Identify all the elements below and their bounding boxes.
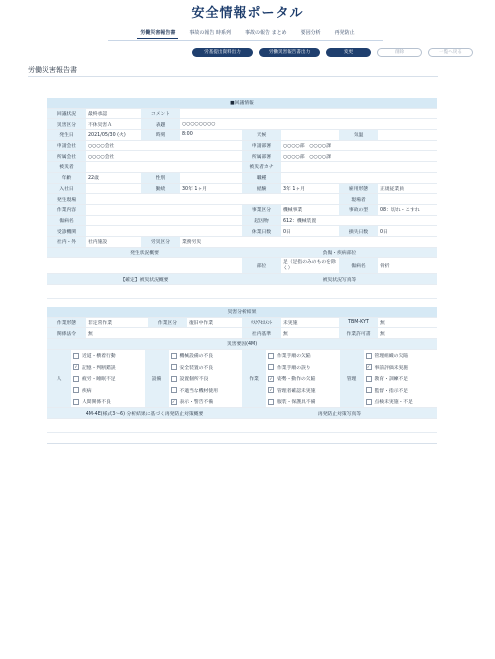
cause-item[interactable]: ✓ 表示・警告不備 <box>171 398 214 405</box>
cause-item[interactable]: 監督・指示不足 <box>364 384 411 396</box>
label-applicant-dept: 申請部署 <box>242 141 281 151</box>
section-head-injury: 負傷・疾病部位 <box>242 248 437 258</box>
cause-item[interactable]: ✓ 事前評価未実施 <box>366 364 409 371</box>
value-victim <box>86 162 242 172</box>
export-report-button[interactable]: 労働災害報告書出力 <box>259 48 320 57</box>
label-site-manager: 現場者 <box>339 194 378 204</box>
value-photos <box>242 285 437 298</box>
label-disease: 傷病名 <box>339 258 378 273</box>
checkbox-icon[interactable] <box>268 399 274 405</box>
category-management: 管理 <box>340 350 364 408</box>
cause-item[interactable]: 安全装置の不良 <box>169 361 216 373</box>
cause-item[interactable]: 疲労・睡眠不足 <box>71 373 118 385</box>
cause-column-equipment <box>169 350 243 408</box>
checkbox-icon[interactable] <box>366 376 372 382</box>
label-in-out: 社内・外 <box>47 237 86 247</box>
label-work-permit: 作業許可書 <box>339 328 378 338</box>
page-title-divider <box>28 76 438 77</box>
label-work-form: 作業形態 <box>47 318 86 328</box>
checkbox-icon[interactable] <box>73 387 79 393</box>
value-situation <box>47 258 242 273</box>
value-work-content <box>86 205 242 215</box>
cause-item[interactable]: 人間関係不良 <box>71 396 113 408</box>
nav-divider <box>108 40 383 41</box>
checkbox-icon[interactable] <box>171 353 177 359</box>
checkbox-icon[interactable] <box>268 364 274 370</box>
cause-item[interactable]: 点検未実施・不足 <box>364 396 415 408</box>
label-disaster-type: 災害区分 <box>47 119 86 129</box>
value-work-category: 復旧中作業 <box>187 318 242 328</box>
value-body-part: 足（足指のみのものを除く） <box>281 258 339 273</box>
label-cause-object: 起因物 <box>242 216 281 226</box>
edit-button[interactable]: 変更 <box>326 48 371 57</box>
value-age: 22歳 <box>86 173 141 183</box>
value-measure-photos <box>242 419 437 432</box>
cause-grid <box>47 350 437 409</box>
value-weather <box>281 130 339 140</box>
section-head-approval: ■回議情報 <box>47 98 437 108</box>
cause-item[interactable]: ✓ 記憶・判断錯誤 <box>74 364 116 371</box>
tab-accident-report[interactable]: 労働災害報告書 <box>137 27 178 39</box>
label-comment: コメント <box>141 109 180 119</box>
value-disaster-type: 不休災害Ａ <box>86 119 141 129</box>
label-labor-category: 労災区分 <box>141 237 180 247</box>
cause-item[interactable]: 近道・横着行動 <box>71 350 118 362</box>
label-belong-dept: 所属部署 <box>242 151 281 161</box>
cause-item[interactable]: 作業手順の欠陥 <box>266 350 313 362</box>
value-approval-status: 最終承認 <box>86 109 141 119</box>
label-join-date: 入社日 <box>47 184 86 194</box>
label-accident-type: 事故の型 <box>339 205 378 215</box>
value-site <box>86 194 339 204</box>
label-body-part: 部位 <box>242 258 281 273</box>
value-employment: 正規従業員 <box>378 184 437 194</box>
value-work-form: 非定常作業 <box>86 318 148 328</box>
value-tbm-kyt: 無 <box>378 318 437 328</box>
value-in-out: 社内施設 <box>86 237 141 247</box>
value-internal-standard: 無 <box>281 328 339 338</box>
value-business: 機械事業 <box>281 205 339 215</box>
report-form <box>47 98 437 444</box>
value-applicant-dept: ○○○○部 ○○○○課 <box>281 141 437 151</box>
value-belong-company: ○○○○会社 <box>86 151 242 161</box>
value-join-date <box>86 184 141 194</box>
cause-item[interactable]: ✓ 管理者確認未実施 <box>269 387 316 394</box>
label-tenure: 勤続 <box>141 184 180 194</box>
action-bar <box>192 48 473 57</box>
value-rest-days: 0日 <box>281 226 339 236</box>
tab-prevention[interactable]: 再発防止 <box>334 30 355 36</box>
value-temperature <box>378 130 437 140</box>
label-approval-status: 回議状況 <box>47 109 86 119</box>
checkbox-icon[interactable] <box>73 353 79 359</box>
checkbox-icon[interactable] <box>366 399 372 405</box>
label-victim: 被災者 <box>47 162 86 172</box>
cause-item[interactable]: 疾病 <box>71 384 94 396</box>
cause-item[interactable]: 教育・訓練不足 <box>364 373 411 385</box>
back-to-list-button[interactable]: 一覧へ戻る <box>428 48 473 57</box>
cause-item[interactable]: 管理組織の欠陥 <box>364 350 411 362</box>
value-risk-assessment: 未実施 <box>281 318 339 328</box>
value-work-permit: 無 <box>378 328 437 338</box>
value-site-manager <box>378 194 437 204</box>
label-internal-standard: 社内基準 <box>242 328 281 338</box>
cause-item[interactable]: 服装・保護具不備 <box>266 396 317 408</box>
value-disease: 骨折 <box>378 258 437 273</box>
section-head-analysis: 災害分析結果 <box>47 307 437 317</box>
value-time: 8:00 <box>180 130 242 140</box>
label-rest-days: 休業日数 <box>242 226 281 236</box>
value-lost-days: 0日 <box>378 226 437 236</box>
value-accident-type: 08：切れ・こすれ <box>378 205 437 215</box>
label-sex: 性別 <box>141 173 180 183</box>
label-applicant-company: 申請会社 <box>47 141 86 151</box>
value-sex <box>180 173 242 183</box>
value-position <box>281 173 437 183</box>
label-victim-kana: 被災者カナ <box>242 162 281 172</box>
cause-item[interactable]: 機械設備の不良 <box>169 350 216 362</box>
section-head-situation: 発生状況概要 <box>47 248 242 258</box>
value-hospital <box>86 226 242 236</box>
category-human: 人 <box>47 350 71 408</box>
value-cause-object: 612：機械装置 <box>281 216 437 226</box>
value-date: 2021/05/30 (火) <box>86 130 141 140</box>
checkbox-icon[interactable] <box>73 376 79 382</box>
tab-timeline-report[interactable]: 事故の報告 時系列 <box>189 30 231 36</box>
label-work-content: 作業内容 <box>47 205 86 215</box>
nav-tabs <box>0 27 495 39</box>
section-head-measures: 4M-4E(様式3～6) 分析結果に基づく再発防止対策概要 <box>47 408 242 418</box>
value-wound <box>86 216 242 226</box>
checkbox-icon[interactable] <box>171 387 177 393</box>
delete-button[interactable]: 削除 <box>377 48 422 57</box>
checkbox-icon[interactable] <box>366 387 372 393</box>
checkbox-icon[interactable] <box>366 353 372 359</box>
label-time: 時刻 <box>141 130 180 140</box>
category-work: 作業 <box>242 350 266 408</box>
label-related-law: 関係法令 <box>47 328 86 338</box>
value-belong-dept: ○○○○部 ○○○○課 <box>281 151 437 161</box>
category-equipment: 設備 <box>145 350 169 408</box>
export-labor-submission-button[interactable]: 労基提出資料出力 <box>192 48 253 57</box>
cause-item[interactable]: 不適当な機材使用 <box>169 384 220 396</box>
label-risk-assessment: ﾘｽｸｱｾｽﾒﾝﾄ <box>242 318 281 328</box>
cause-column-human <box>71 350 145 408</box>
label-experience: 経験 <box>242 184 281 194</box>
checkbox-icon[interactable] <box>171 364 177 370</box>
label-site: 発生現場 <box>47 194 86 204</box>
checkbox-checked-icon[interactable]: ✓ <box>74 364 78 369</box>
value-victim-kana <box>281 162 437 172</box>
value-tenure: 30年 1ヶ月 <box>180 184 242 194</box>
checkbox-checked-icon[interactable]: ✓ <box>366 364 371 369</box>
label-tbm-kyt: TBM-KYT <box>339 318 378 328</box>
value-subject: ○○○○○○○○ <box>180 119 437 129</box>
label-wound: 傷病名 <box>47 216 86 226</box>
form-bottom-divider <box>47 443 437 444</box>
section-head-4m: 災害要因(4M) <box>47 339 437 349</box>
label-date: 発生日 <box>47 130 86 140</box>
tab-summary-report[interactable]: 事故の報告 まとめ <box>244 30 287 36</box>
label-subject: 表題 <box>141 119 180 129</box>
section-head-photos: 被災状況写真等 <box>242 274 437 284</box>
checkbox-icon[interactable] <box>73 399 79 405</box>
label-belong-company: 所属会社 <box>47 151 86 161</box>
cause-column-management <box>364 350 438 408</box>
value-related-law: 無 <box>86 328 242 338</box>
checkbox-icon[interactable] <box>171 376 177 382</box>
value-applicant-company: ○○○○会社 <box>86 141 242 151</box>
label-work-category: 作業区分 <box>148 318 187 328</box>
label-lost-days: 損失日数 <box>339 226 378 236</box>
label-age: 年齢 <box>47 173 86 183</box>
checkbox-checked-icon[interactable]: ✓ <box>269 387 273 392</box>
section-head-measure-photos: 再発防止対策写真等 <box>242 408 437 418</box>
label-position: 職種 <box>242 173 281 183</box>
tab-factor-analysis[interactable]: 要因分析 <box>300 30 321 36</box>
checkbox-checked-icon[interactable]: ✓ <box>171 398 176 404</box>
value-comment <box>180 109 437 119</box>
value-labor-category: 業務労災 <box>180 237 437 247</box>
label-temperature: 気温 <box>339 130 378 140</box>
checkbox-checked-icon[interactable]: ✓ <box>269 375 273 381</box>
value-experience: 3年 1ヶ月 <box>281 184 339 194</box>
label-hospital: 受診機関 <box>47 226 86 236</box>
label-employment: 雇用形態 <box>339 184 378 194</box>
section-head-confirmed-situation: 【確定】被災状況概要 <box>47 274 242 284</box>
value-confirmed-situation <box>47 285 242 298</box>
cause-item[interactable]: 設置個所不良 <box>169 373 211 385</box>
page-title: 労働災害報告書 <box>28 66 77 74</box>
label-weather: 天候 <box>242 130 281 140</box>
checkbox-icon[interactable] <box>268 353 274 359</box>
app-title: 安全情報ポータル <box>191 6 304 21</box>
label-business: 事業区分 <box>242 205 281 215</box>
cause-item[interactable]: ✓ 姿勢・動作の欠陥 <box>269 375 316 382</box>
cause-column-work <box>266 350 340 408</box>
value-measures <box>47 419 242 432</box>
cause-item[interactable]: 作業手順の誤り <box>266 361 313 373</box>
